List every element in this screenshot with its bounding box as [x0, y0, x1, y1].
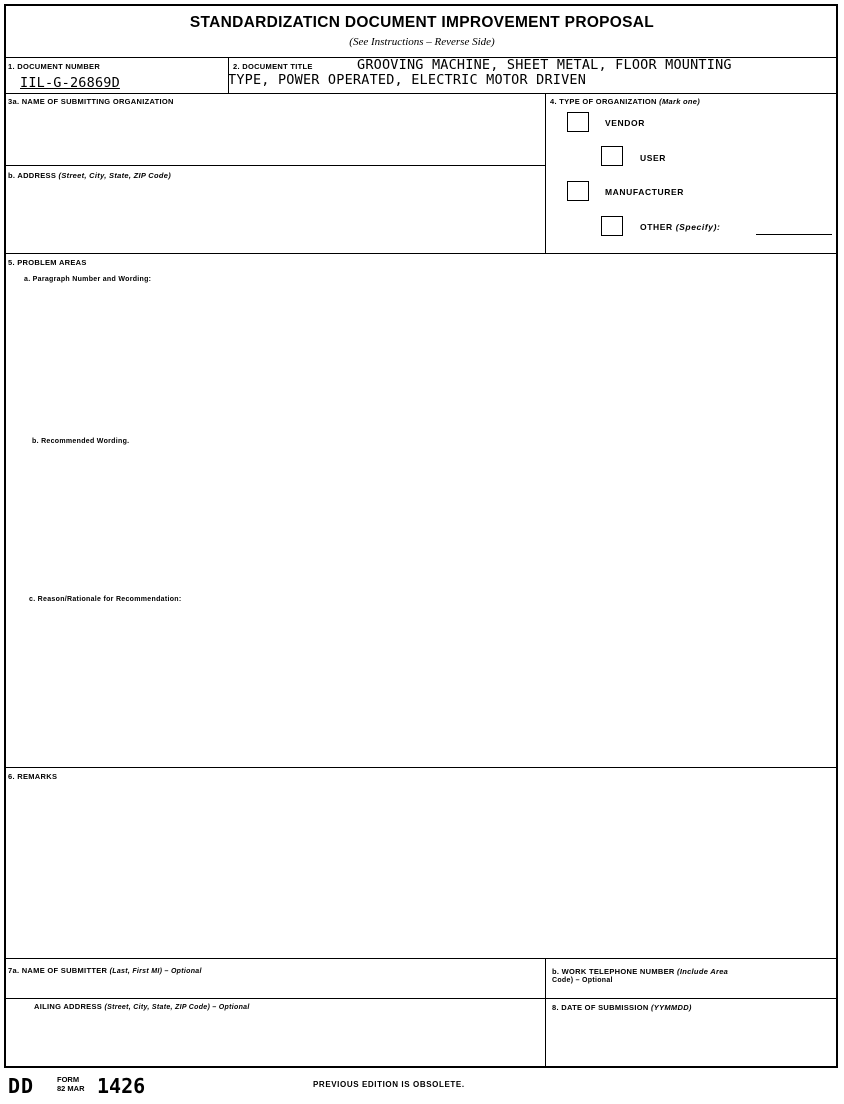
submitter-name-hint: (Last, First MI) – Optional — [109, 968, 202, 975]
footer-form-word: FORM — [57, 1075, 80, 1084]
problem-areas-label: 5. PROBLEM AREAS — [8, 258, 87, 267]
divider — [4, 165, 545, 166]
user-label: USER — [640, 153, 667, 163]
paragraph-wording-area[interactable] — [6, 288, 836, 436]
divider — [545, 93, 546, 253]
document-number-label: 1. DOCUMENT NUMBER — [8, 62, 101, 71]
submitter-name-label-text: 7a. NAME OF SUBMITTER — [8, 966, 108, 975]
footer-form-number: 1426 — [97, 1074, 146, 1098]
submitter-name-field[interactable] — [6, 960, 544, 997]
address-label-text: b. ADDRESS — [8, 171, 57, 180]
document-title-field[interactable] — [230, 59, 836, 92]
vendor-checkbox[interactable] — [567, 112, 589, 132]
document-title-label: 2. DOCUMENT TITLE — [233, 62, 313, 71]
mailing-address-hint: (Street, City, State, ZIP Code) – Optional — [104, 1004, 250, 1011]
mailing-address-field[interactable] — [6, 1000, 544, 1066]
document-title-line1: GROOVING MACHINE, SHEET METAL, FLOOR MOUNTING — [357, 57, 732, 73]
organization-name-field[interactable] — [6, 95, 544, 164]
mailing-address-label — [34, 1002, 250, 1011]
telephone-label — [552, 967, 728, 976]
form-subtitle: (See Instructions – Reverse Side) — [349, 36, 495, 48]
telephone-hint-2: Code) – Optional — [552, 977, 613, 984]
mailing-address-label-text: AILING ADDRESS — [34, 1002, 103, 1011]
organization-type-label-text: 4. TYPE OF ORGANIZATION — [550, 97, 657, 106]
form-title: STANDARDIZATICN DOCUMENT IMPROVEMENT PROPOSAL — [189, 14, 655, 31]
other-specify-input[interactable] — [756, 234, 832, 235]
document-number-value: IIL-G-26869D — [20, 75, 120, 91]
footer-dd: DD — [8, 1074, 35, 1098]
date-submission-hint: (YYMMDD) — [650, 1003, 692, 1012]
date-submission-label-text: 8. DATE OF SUBMISSION — [552, 1003, 649, 1012]
manufacturer-label: MANUFACTURER — [605, 187, 684, 197]
divider — [545, 958, 546, 1068]
address-field[interactable] — [6, 167, 544, 252]
address-label — [8, 171, 171, 180]
telephone-field[interactable] — [547, 960, 836, 997]
date-submission-label — [552, 1003, 692, 1012]
vendor-label: VENDOR — [605, 118, 645, 128]
recommended-wording-label: b. Recommended Wording. — [32, 438, 130, 445]
remarks-field[interactable] — [6, 769, 836, 957]
other-specify-hint: (Specify): — [675, 222, 721, 232]
other-label-text: OTHER — [640, 222, 673, 232]
divider — [4, 253, 838, 254]
organization-type-hint: (Mark one) — [659, 97, 701, 106]
telephone-label-text: b. WORK TELEPHONE NUMBER — [552, 967, 675, 976]
date-submission-field[interactable] — [547, 1000, 836, 1066]
recommended-wording-area[interactable] — [6, 450, 836, 590]
remarks-label: 6. REMARKS — [8, 772, 58, 781]
footer-date-code: 82 MAR — [57, 1084, 85, 1093]
rationale-label: c. Reason/Rationale for Recommendation: — [29, 596, 182, 603]
divider — [4, 767, 838, 768]
paragraph-wording-label: a. Paragraph Number and Wording: — [24, 276, 152, 283]
divider — [4, 998, 838, 999]
document-number-field[interactable] — [6, 59, 226, 92]
organization-type-label — [550, 97, 700, 106]
manufacturer-checkbox[interactable] — [567, 181, 589, 201]
other-label — [640, 222, 720, 232]
user-checkbox[interactable] — [601, 146, 623, 166]
address-hint: (Street, City, State, ZIP Code) — [58, 171, 172, 180]
document-title-line2: TYPE, POWER OPERATED, ELECTRIC MOTOR DRIVEN — [228, 72, 587, 88]
other-checkbox[interactable] — [601, 216, 623, 236]
submitter-name-label — [8, 966, 202, 975]
telephone-hint-1: (Include Area — [677, 967, 729, 976]
organization-name-label: 3a. NAME OF SUBMITTING ORGANIZATION — [8, 97, 174, 106]
divider — [4, 93, 838, 94]
rationale-area[interactable] — [6, 608, 836, 764]
footer-obsolete-note: PREVIOUS EDITION IS OBSOLETE. — [313, 1080, 465, 1089]
divider — [4, 958, 838, 959]
